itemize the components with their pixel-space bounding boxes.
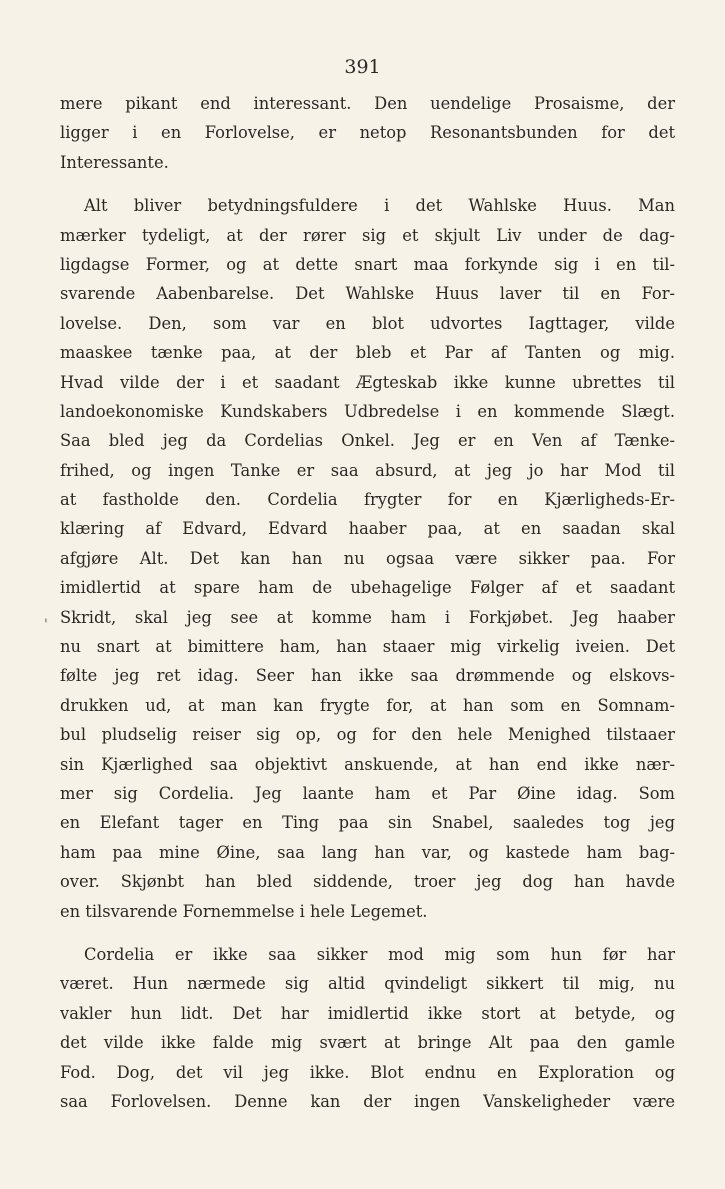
text-line: frihed, og ingen Tanke er saa absurd, at jeg jo har Mod til bbox=[60, 460, 675, 480]
text-line: været. Hun nærmede sig altid qvindeligt sikkert til mig, nu bbox=[60, 974, 675, 994]
text-line: nu snart at bimittere ham, han staaer mig virkelig iveien. Det bbox=[60, 637, 675, 657]
text-line: vakler hun lidt. Det har imidlertid ikke stort at betyde, og bbox=[60, 1003, 675, 1023]
text-line: mærker tydeligt, at der rører sig et skjult Liv under de dag- bbox=[60, 225, 675, 245]
text-line: afgjøre Alt. Det kan han nu ogsaa være sikker paa. For bbox=[60, 548, 675, 568]
text-line: sin Kjærlighed saa objektivt anskuende, at han end ikke nær- bbox=[60, 754, 675, 774]
text-line: Alt bliver betydningsfuldere i det Wahlske Huus. Man bbox=[84, 196, 675, 216]
text-line: Cordelia er ikke saa sikker mod mig som hun før har bbox=[84, 944, 675, 964]
text-line: landoekonomiske Kundskabers Udbredelse i en kommende Slægt. bbox=[60, 401, 675, 421]
paragraph-gap bbox=[60, 177, 675, 191]
text-line: maaskee tænke paa, at der bleb et Par af Tanten og mig. bbox=[60, 343, 675, 363]
text-line: Hvad vilde der i et saadant Ægteskab ikke kunne ubrettes til bbox=[60, 372, 675, 392]
body-text bbox=[60, 89, 675, 1116]
text-line: svarende Aabenbarelse. Det Wahlske Huus laver til en For- bbox=[60, 284, 675, 304]
text-line: ligger i en Forlovelse, er netop Resonantsbunden for det bbox=[60, 123, 675, 143]
text-line: at fastholde den. Cordelia frygter for en Kjærligheds-Er- bbox=[60, 490, 675, 510]
text-line: Interessante. bbox=[60, 152, 169, 172]
text-line: ligdagse Former, og at dette snart maa forkynde sig i en til- bbox=[60, 254, 675, 274]
text-line: mer sig Cordelia. Jeg laante ham et Par Øine idag. Som bbox=[60, 783, 675, 803]
text-line: Skridt, skal jeg see at komme ham i Forkjøbet. Jeg haaber bbox=[60, 607, 675, 627]
text-line: en Elefant tager en Ting paa sin Snabel, saaledes tog jeg bbox=[60, 813, 675, 833]
text-line: bul pludselig reiser sig op, og for den hele Menighed tilstaaer bbox=[60, 725, 675, 745]
text-line: saa Forlovelsen. Denne kan der ingen Vanskeligheder være bbox=[60, 1091, 675, 1111]
text-line: følte jeg ret idag. Seer han ikke saa drømmende og elskovs- bbox=[60, 666, 675, 686]
text-line: imidlertid at spare ham de ubehagelige Følger af et saadant bbox=[60, 578, 675, 598]
page-number: 391 bbox=[344, 56, 381, 78]
text-line: over. Skjønbt han bled siddende, troer jeg dog han havde bbox=[60, 872, 675, 892]
paragraph-gap bbox=[60, 926, 675, 940]
margin-mark: ' bbox=[44, 617, 48, 633]
text-line: en tilsvarende Fornemmelse i hele Legemet. bbox=[60, 901, 428, 921]
text-line: klæring af Edvard, Edvard haaber paa, at en saadan skal bbox=[60, 519, 675, 539]
text-line: ham paa mine Øine, saa lang han var, og kastede ham bag- bbox=[60, 842, 675, 862]
text-line: lovelse. Den, som var en blot udvortes Iagttager, vilde bbox=[60, 313, 675, 333]
text-line: Saa bled jeg da Cordelias Onkel. Jeg er en Ven af Tænke- bbox=[60, 431, 675, 451]
text-line: det vilde ikke falde mig svært at bringe Alt paa den gamle bbox=[60, 1033, 675, 1053]
text-line: Fod. Dog, det vil jeg ikke. Blot endnu en Exploration og bbox=[60, 1062, 675, 1082]
text-line: drukken ud, at man kan frygte for, at han som en Somnam- bbox=[60, 695, 675, 715]
text-line: mere pikant end interessant. Den uendelige Prosaisme, der bbox=[60, 94, 675, 113]
